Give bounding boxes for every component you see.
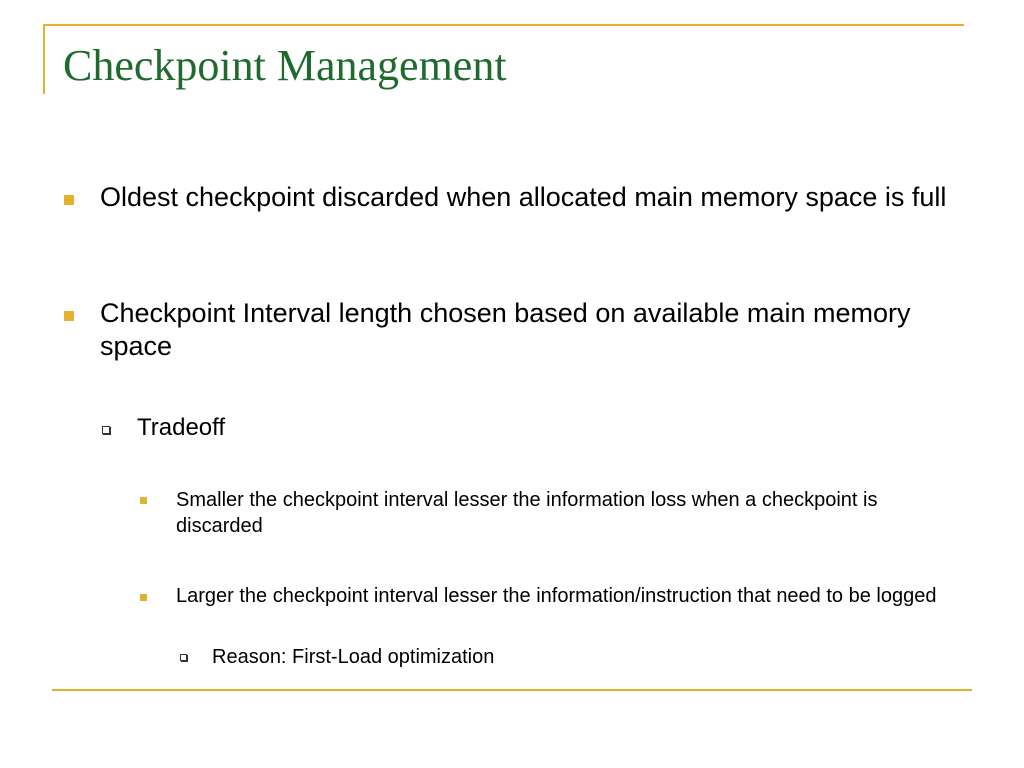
filled-square-bullet-icon	[64, 195, 74, 205]
sub-sub-bullet-text: Smaller the checkpoint interval lesser the information loss when a checkpoint is discarded	[176, 489, 878, 537]
level4-bullet-text: Reason: First-Load optimization	[212, 646, 495, 668]
left-accent-line	[43, 24, 45, 94]
slide-title: Checkpoint Management	[63, 41, 507, 90]
filled-square-bullet-icon	[140, 497, 147, 504]
sub-sub-bullet-item	[176, 487, 956, 539]
hollow-square-bullet-icon	[102, 426, 110, 434]
filled-square-bullet-icon	[140, 594, 147, 601]
top-accent-line	[43, 24, 964, 26]
filled-square-bullet-icon	[64, 311, 74, 321]
bullet-text: Checkpoint Interval length chosen based on available main memory space	[100, 298, 911, 361]
sub-bullet-item	[137, 413, 937, 443]
bottom-accent-line	[52, 689, 972, 691]
sub-sub-bullet-text: Larger the checkpoint interval lesser the information/instruction that need to be logged	[176, 585, 937, 607]
sub-bullet-text: Tradeoff	[137, 414, 226, 441]
sub-sub-bullet-item	[176, 583, 956, 609]
bullet-item	[100, 181, 950, 214]
bullet-text: Oldest checkpoint discarded when allocated main memory space is full	[100, 182, 947, 212]
bullet-item	[100, 297, 950, 363]
hollow-square-bullet-icon	[180, 654, 187, 661]
level4-bullet-item	[212, 644, 952, 670]
